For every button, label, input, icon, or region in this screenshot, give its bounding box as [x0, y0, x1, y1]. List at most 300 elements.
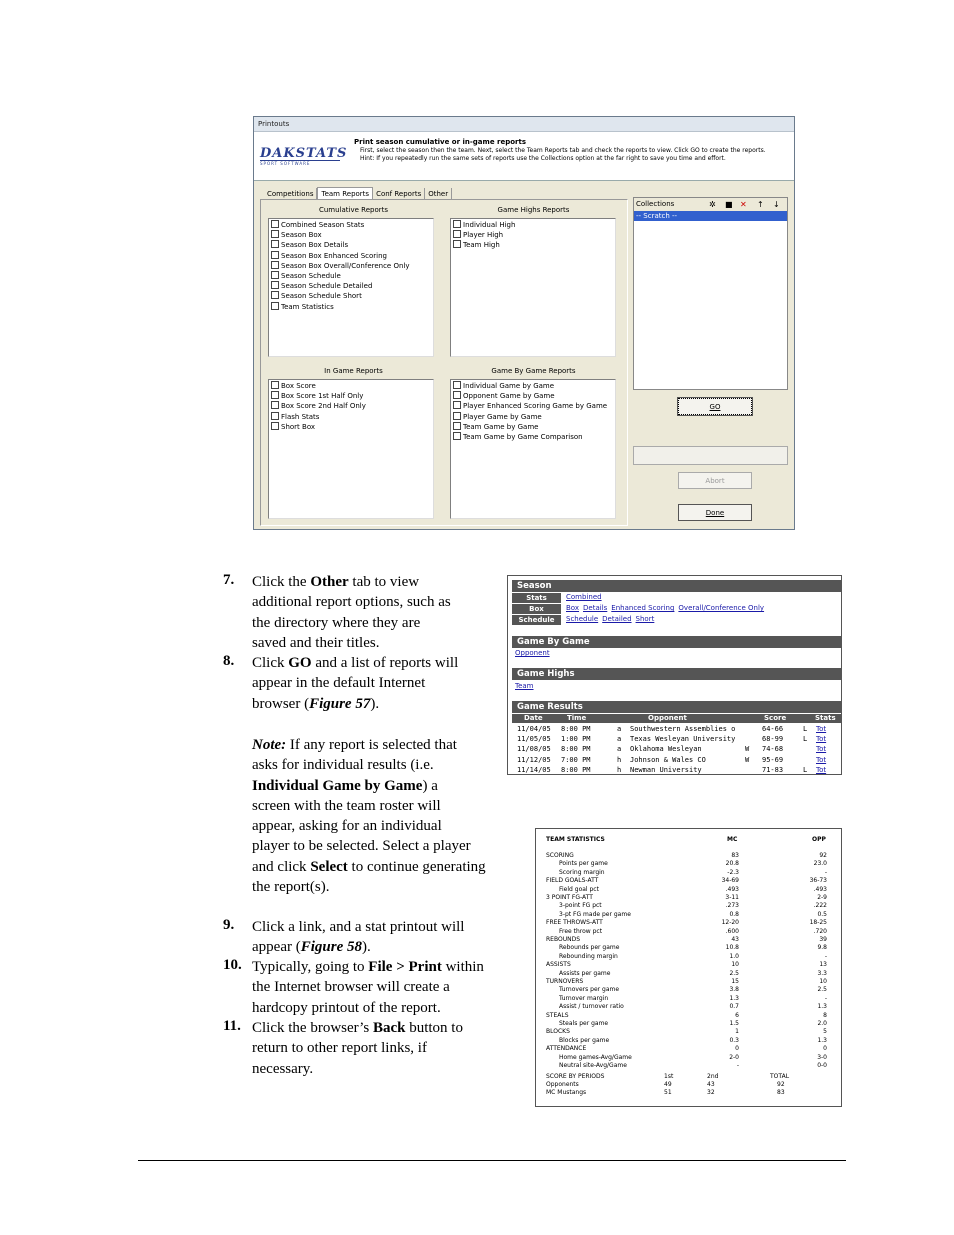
schedule-links [566, 615, 658, 623]
ts-opp: .222 [813, 902, 827, 910]
checkbox-label: Flash Stats [281, 412, 320, 421]
report-checkbox-item[interactable] [269, 422, 433, 432]
result-wl: L [803, 765, 808, 774]
checkbox[interactable] [453, 230, 461, 238]
checkbox-label: Box Score [281, 382, 316, 390]
tab-team-reports[interactable]: Team Reports [317, 187, 373, 200]
ts-row [536, 1012, 841, 1020]
ts-mc: .273 [725, 902, 739, 910]
checkbox-label: Team High [463, 241, 500, 250]
checkbox-label: Combined Season Stats [281, 221, 365, 229]
box-links [566, 604, 768, 612]
ts-period-p2: 32 [707, 1089, 715, 1097]
ts-title: TEAM STATISTICS [546, 836, 605, 843]
checkbox-label: Player High [463, 231, 504, 240]
stats-links [566, 593, 606, 601]
team-reports-panel [260, 199, 628, 526]
collection-item-scratch[interactable]: -- Scratch -- [634, 211, 787, 221]
checkbox[interactable] [271, 271, 279, 279]
result-date: 11/05/05 [517, 735, 551, 744]
result-row [512, 765, 841, 775]
ts-mc: 6 [735, 1011, 739, 1019]
ts-label: REBOUNDS [546, 936, 581, 943]
report-link[interactable]: Short [635, 615, 655, 623]
ts-row [536, 961, 841, 969]
ts-opp: 0.5 [817, 910, 827, 918]
report-checkbox-item[interactable] [269, 291, 433, 301]
checkbox[interactable] [271, 251, 279, 259]
ts-mc: - [736, 1062, 739, 1069]
checkbox[interactable] [453, 240, 461, 248]
ts-mc: 15 [731, 978, 739, 985]
ts-label: Assist / turnover ratio [559, 1003, 624, 1011]
ts-label: Field goal pct [559, 885, 599, 893]
logo-sub: SPORT SOFTWARE [260, 160, 340, 166]
checkbox[interactable] [271, 412, 279, 420]
window-header [254, 132, 794, 181]
ts-row [536, 1003, 841, 1011]
step-10-text: Typically, going to File > Print within the Internet browser will create a hardcopy printout of the report. [252, 959, 484, 1016]
ts-mc: 10 [731, 961, 739, 969]
report-checkbox-item[interactable] [269, 401, 433, 411]
ts-opp: - [824, 868, 827, 876]
ts-mc: 83 [731, 852, 739, 859]
ts-label: Rebounds per game [559, 944, 620, 952]
ts-opp: 18-25 [809, 919, 827, 927]
checkbox-label: Box Score 1st Half Only [281, 392, 364, 401]
ts-label: Turnover margin [559, 994, 609, 1002]
report-checkbox-item[interactable] [269, 271, 433, 281]
ts-opp: 0 [823, 1045, 827, 1053]
report-checkbox-item[interactable] [269, 391, 433, 401]
checkbox[interactable] [271, 230, 279, 238]
stats-label: Stats [512, 593, 561, 603]
in-game-list [268, 379, 434, 519]
season-bar: Season [512, 580, 841, 592]
checkbox[interactable] [453, 412, 461, 420]
collections-header [634, 198, 787, 211]
ts-label: Points per game [559, 860, 608, 868]
ts-label: Home games-Avg/Game [559, 1053, 632, 1061]
checkbox[interactable] [271, 240, 279, 248]
step-8-number: 8. [223, 653, 235, 669]
ts-row [536, 902, 841, 910]
result-date: 11/04/05 [517, 725, 551, 733]
save-icon[interactable]: ■ [725, 200, 733, 209]
checkbox-label: Season Box Overall/Conference Only [281, 261, 410, 270]
ts-periods-label: SCORE BY PERIODS [546, 1073, 605, 1080]
result-res: W [745, 745, 750, 754]
ts-opp: 92 [819, 852, 827, 859]
go-label: GO [709, 403, 721, 411]
collections-label: Collections [636, 200, 675, 208]
ts-label: 3 POINT FG-ATT [546, 894, 593, 901]
result-stats[interactable]: Tot [816, 725, 827, 733]
ts-label: BLOCKS [546, 1028, 570, 1036]
ts-row [536, 1020, 841, 1028]
ts-opp: 1.3 [817, 1003, 827, 1011]
report-checkbox-item[interactable] [269, 381, 433, 391]
ts-opp: 5 [823, 1028, 827, 1036]
ts-label: Free throw pct [559, 927, 603, 935]
report-link[interactable]: Combined [566, 593, 602, 601]
checkbox-label: Season Box Enhanced Scoring [281, 251, 387, 260]
ts-label: FIELD GOALS-ATT [546, 877, 599, 885]
ts-row [536, 928, 841, 936]
result-ha: h [617, 755, 622, 764]
gbg-links [515, 649, 554, 657]
result-date: 11/14/05 [517, 765, 551, 774]
ts-mc: 1 [735, 1028, 739, 1036]
ts-opp: 0-0 [817, 1062, 827, 1069]
ts-label: ATTENDANCE [546, 1045, 587, 1053]
report-checkbox-item[interactable] [451, 240, 615, 250]
ts-period-p1: 49 [664, 1081, 672, 1088]
result-opp: Southwestern Assemblies o [630, 725, 736, 733]
result-stats[interactable]: Tot [816, 755, 827, 764]
result-wl: L [803, 725, 808, 733]
ts-mc: 1.3 [729, 994, 739, 1002]
checkbox[interactable] [271, 422, 279, 430]
ts-opp: 10 [819, 978, 827, 985]
logo-main: DAKSTATS [260, 146, 348, 161]
result-score: 71-83 [762, 765, 784, 774]
result-row [512, 734, 841, 744]
result-row [512, 724, 841, 734]
ts-opp: 9.8 [817, 944, 827, 952]
result-time: 8:00 PM [561, 725, 591, 733]
ts-label: ASSISTS [546, 961, 571, 969]
checkbox[interactable] [453, 401, 461, 409]
hint-line-1: First, select the season then the team. Next, select the Team Reports tab and check the reports to view. Click GO to create the reports. [360, 147, 766, 154]
result-score: 68-99 [762, 735, 784, 744]
ts-row [536, 944, 841, 952]
status-field [633, 446, 788, 465]
report-checkbox-item[interactable] [451, 401, 615, 411]
ts-label: Rebounding margin [559, 952, 618, 960]
checkbox-label: Season Box [281, 231, 322, 240]
go-button[interactable] [678, 398, 752, 415]
checkbox[interactable] [271, 261, 279, 269]
ts-mc: 3.8 [729, 986, 739, 994]
header-hint [360, 147, 790, 163]
report-link[interactable]: Enhanced Scoring [611, 604, 675, 612]
ts-period-row [536, 1089, 841, 1097]
report-checkbox-item[interactable] [451, 381, 615, 391]
game-by-game-title: Game By Game Reports [491, 367, 576, 375]
ts-label: Neutral site-Avg/Game [559, 1062, 627, 1069]
ts-p1: 1st [664, 1073, 674, 1080]
report-tabs [264, 187, 452, 199]
report-checkbox-item[interactable] [451, 230, 615, 240]
result-row [512, 755, 841, 765]
ts-row [536, 919, 841, 927]
ts-mc: 3-11 [725, 894, 739, 901]
ts-period-row [536, 1081, 841, 1089]
result-score: 64-66 [762, 725, 784, 733]
ts-label: Turnovers per game [559, 986, 620, 994]
checkbox[interactable] [453, 381, 461, 389]
ts-period-p1: 51 [664, 1089, 672, 1097]
ts-label: SCORING [546, 852, 574, 859]
dakstats-logo [260, 146, 348, 172]
ts-mc: 0.7 [729, 1003, 739, 1011]
new-icon[interactable]: ✲ [709, 200, 716, 209]
checkbox-label: Individual Game by Game [463, 382, 555, 390]
ts-row [536, 911, 841, 919]
ts-row [536, 869, 841, 877]
ts-opp: - [824, 994, 827, 1002]
ts-ptot: TOTAL [770, 1073, 790, 1080]
done-button[interactable] [678, 504, 752, 521]
report-checkbox-item[interactable] [269, 302, 433, 312]
ts-mc: 1.5 [729, 1020, 739, 1027]
report-link[interactable]: Detailed [602, 615, 632, 623]
report-checkbox-item[interactable] [451, 391, 615, 401]
checkbox[interactable] [271, 381, 279, 389]
report-checkbox-item[interactable] [269, 240, 433, 250]
ts-opp: 2.5 [817, 986, 827, 994]
printouts-window [253, 116, 795, 530]
report-checkbox-item[interactable] [269, 412, 433, 422]
checkbox-label: Player Enhanced Scoring Game by Game [463, 402, 608, 411]
game-highs-bar: Game Highs [512, 668, 841, 680]
checkbox[interactable] [453, 432, 461, 440]
team-statistics-page [535, 828, 842, 1107]
result-opp: Oklahoma Wesleyan [630, 745, 702, 754]
ts-mc: 2-0 [729, 1053, 739, 1061]
game-highs-list [450, 218, 616, 357]
ts-mc: 0 [735, 1045, 739, 1053]
abort-button[interactable]: Abort [678, 472, 752, 489]
ts-opp: 2-9 [817, 894, 827, 901]
ts-mc: 0.8 [729, 910, 739, 918]
result-wl: L [803, 735, 808, 744]
checkbox-label: Opponent Game by Game [463, 392, 555, 401]
result-ha: a [617, 745, 622, 754]
ts-mc: 12-20 [721, 919, 739, 927]
result-stats[interactable]: Tot [816, 735, 827, 744]
checkbox[interactable] [271, 281, 279, 289]
report-checkbox-item[interactable] [269, 281, 433, 291]
ts-row [536, 886, 841, 894]
ts-opp: 39 [819, 936, 827, 943]
ts-period-team: Opponents [546, 1081, 579, 1088]
ts-opp: 8 [823, 1011, 827, 1019]
checkbox[interactable] [453, 422, 461, 430]
report-link[interactable]: Opponent [515, 649, 550, 657]
checkbox-label: Season Schedule [281, 272, 341, 281]
ts-opp: 1.3 [817, 1036, 827, 1044]
ts-col-mc: MC [727, 836, 738, 843]
result-ha: h [617, 765, 622, 774]
step-8-text: Click GO and a list of reports will appear in the default Internet browser (Figure 57). [252, 655, 459, 712]
box-label: Box [512, 604, 561, 614]
step-11-number: 11. [223, 1018, 241, 1034]
report-link[interactable]: Schedule [566, 615, 599, 623]
report-link[interactable]: Details [583, 604, 608, 612]
checkbox[interactable] [453, 391, 461, 399]
report-checkbox-item[interactable] [451, 412, 615, 422]
result-opp: Johnson & Wales CO [630, 755, 706, 764]
ts-label: 3-point FG pct [559, 902, 602, 910]
result-time: 8:00 PM [561, 765, 591, 774]
result-opp: Texas Wesleyan University [630, 735, 736, 744]
ts-mc: .600 [725, 927, 739, 935]
ts-row [536, 894, 841, 902]
result-time: 8:00 PM [561, 745, 591, 754]
game-by-game-list [450, 379, 616, 519]
cumulative-list [268, 218, 434, 357]
tab-conf-reports[interactable]: Conf Reports [373, 188, 425, 200]
result-time: 7:00 PM [561, 755, 591, 764]
ts-row [536, 970, 841, 978]
ts-opp: 23.0 [813, 860, 827, 868]
report-link[interactable]: Box [566, 604, 580, 612]
window-title: Printouts [254, 117, 794, 132]
ts-row [536, 1062, 841, 1070]
in-game-title: In Game Reports [324, 367, 383, 375]
checkbox-label: Box Score 2nd Half Only [281, 402, 366, 411]
checkbox-label: Individual High [463, 221, 516, 229]
ts-period-total: 83 [777, 1089, 785, 1097]
ts-mc: 2.5 [729, 969, 739, 977]
step-10-number: 10. [223, 957, 242, 973]
result-stats[interactable]: Tot [816, 745, 827, 754]
step-9-number: 9. [223, 917, 235, 933]
report-checkbox-item[interactable] [269, 251, 433, 261]
ts-opp: 3-0 [817, 1053, 827, 1061]
step-9-text: Click a link, and a stat printout will appear (Figure 58). [252, 919, 465, 956]
result-time: 1:00 PM [561, 735, 591, 744]
checkbox[interactable] [271, 302, 279, 310]
schedule-label: Schedule [512, 615, 561, 625]
checkbox[interactable] [271, 401, 279, 409]
result-ha: a [617, 735, 622, 744]
result-score: 95-69 [762, 755, 784, 764]
ts-row [536, 936, 841, 944]
ts-opp: 13 [819, 961, 827, 969]
hdr-opponent: Opponent [648, 714, 687, 722]
game-by-game-bar: Game By Game [512, 636, 841, 648]
ts-row [536, 852, 841, 860]
step-7-number: 7. [223, 572, 235, 588]
report-checkbox-item[interactable] [269, 220, 433, 230]
report-checkbox-item[interactable] [269, 230, 433, 240]
ts-mc: 20.8 [725, 860, 739, 868]
ts-period-total: 92 [777, 1081, 785, 1088]
ts-mc: 43 [731, 936, 739, 943]
hdr-score: Score [764, 714, 787, 722]
done-label: Done [705, 509, 725, 517]
result-date: 11/08/05 [517, 745, 551, 754]
checkbox-label: Season Box Details [281, 241, 349, 250]
ts-opp: - [824, 952, 827, 960]
highs-links [515, 682, 538, 690]
move-down-icon[interactable]: ↓ [773, 200, 780, 209]
checkbox[interactable] [271, 220, 279, 228]
checkbox-label: Team Game by Game Comparison [463, 433, 583, 442]
checkbox[interactable] [271, 391, 279, 399]
ts-label: 3-pt FG made per game [559, 910, 631, 918]
report-links-page [507, 575, 842, 775]
ts-opp: .493 [813, 885, 827, 893]
report-link[interactable]: Overall/Conference Only [678, 604, 765, 612]
ts-row [536, 1037, 841, 1045]
checkbox[interactable] [271, 291, 279, 299]
ts-row [536, 1045, 841, 1053]
checkbox-label: Season Schedule Short [281, 292, 362, 301]
ts-row [536, 986, 841, 994]
collections-box [633, 197, 788, 390]
tab-competitions[interactable]: Competitions [264, 188, 317, 200]
ts-mc: 10.8 [725, 944, 739, 952]
report-checkbox-item[interactable] [269, 261, 433, 271]
ts-periods-header [536, 1073, 841, 1081]
checkbox[interactable] [453, 220, 461, 228]
delete-icon[interactable]: ✕ [740, 200, 747, 209]
game-results-bar: Game Results [512, 701, 841, 713]
footer-rule [138, 1160, 846, 1161]
ts-row [536, 860, 841, 868]
ts-row [536, 995, 841, 1003]
ts-row [536, 1054, 841, 1062]
report-link[interactable]: Team [515, 682, 534, 690]
ts-label: Blocks per game [559, 1036, 610, 1044]
ts-mc: 1.0 [729, 952, 739, 960]
move-up-icon[interactable]: ↑ [757, 200, 764, 209]
step-11-text: Click the browser’s Back button to return to other report links, if necessary. [252, 1020, 463, 1077]
checkbox-label: Team Game by Game [463, 422, 539, 431]
ts-mc: 0.3 [729, 1036, 739, 1044]
ts-label: Assists per game [559, 969, 611, 977]
result-opp: Newman University [630, 765, 702, 774]
ts-row [536, 1028, 841, 1036]
step-7-text: Click the Other tab to view additional report options, such as the directory where they are saved and their titles. [252, 574, 451, 651]
hdr-time: Time [567, 714, 587, 722]
ts-label: TURNOVERS [546, 978, 584, 985]
report-checkbox-item[interactable] [451, 432, 615, 442]
report-checkbox-item[interactable] [451, 220, 615, 230]
tab-other[interactable]: Other [425, 188, 452, 200]
ts-label: FREE THROWS-ATT [546, 919, 603, 927]
header-title: Print season cumulative or in-game reports [354, 138, 526, 146]
hint-line-2: Hint: If you repeatedly run the same sets of reports use the Collections option at the far right to save you time and effort. [360, 155, 726, 162]
ts-opp: 36-73 [809, 877, 827, 885]
ts-opp: 2.0 [817, 1020, 827, 1027]
result-row [512, 744, 841, 754]
results-header [512, 714, 841, 723]
result-score: 74-68 [762, 745, 784, 754]
ts-period-p2: 43 [707, 1081, 715, 1088]
checkbox-label: Short Box [281, 422, 316, 431]
ts-row [536, 978, 841, 986]
ts-mc: -2.3 [727, 868, 739, 876]
result-date: 11/12/05 [517, 755, 551, 764]
ts-col-opp: OPP [812, 836, 826, 843]
checkbox-label: Player Game by Game [463, 412, 542, 421]
checkbox-label: Team Statistics [281, 302, 334, 311]
ts-period-team: MC Mustangs [546, 1089, 587, 1097]
ts-mc: .493 [725, 885, 739, 893]
report-checkbox-item[interactable] [451, 422, 615, 432]
cumulative-title: Cumulative Reports [318, 206, 389, 214]
ts-header [536, 836, 841, 844]
ts-row [536, 877, 841, 885]
ts-p2: 2nd [707, 1073, 719, 1080]
checkbox-label: Season Schedule Detailed [281, 282, 373, 291]
result-stats[interactable]: Tot [816, 765, 827, 774]
